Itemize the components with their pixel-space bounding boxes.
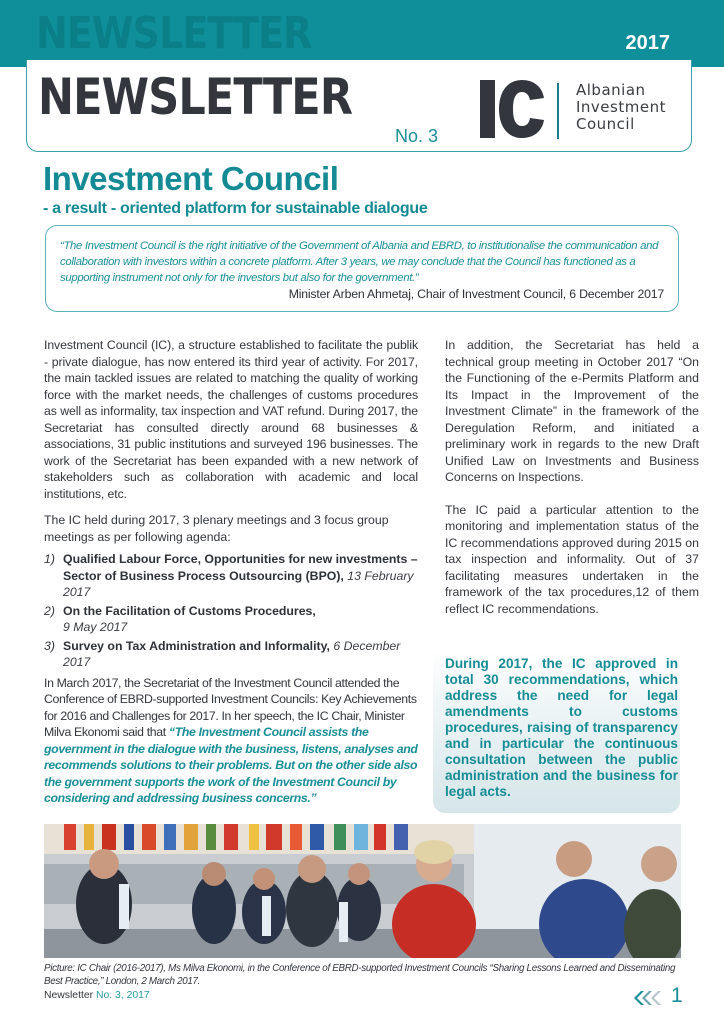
flag: [394, 824, 408, 850]
water-bottle: [262, 896, 271, 936]
agenda-item-number: 3): [44, 638, 55, 653]
agenda-item: [44, 551, 418, 601]
agenda-item-date: 6 December 2017: [63, 638, 401, 669]
flag: [224, 824, 238, 850]
person-head: [253, 868, 275, 890]
agenda-item-title: Survey on Tax Administration and Informality,: [63, 638, 330, 653]
flag: [266, 824, 282, 850]
recommendations-callout: [433, 650, 680, 813]
agenda-item-title: Qualified Labour Force, Opportunities for new investments – Sector of Business Process Outsourcing (BPO),: [63, 552, 418, 583]
footer-label: Newsletter: [44, 990, 94, 1001]
person-head: [89, 849, 119, 879]
flag: [290, 824, 302, 850]
footer-issue-ref: No. 3, 2017: [95, 990, 150, 1001]
minister-quote-box: [45, 225, 679, 312]
logo-line: Albanian: [576, 81, 646, 99]
article-title: Investment Council: [43, 160, 339, 197]
person-head: [556, 841, 592, 877]
agenda-intro: The IC held during 2017, 3 plenary meetings and 3 focus group meetings as per following agenda:: [44, 513, 389, 544]
person-head: [641, 846, 677, 882]
water-bottle: [339, 902, 348, 942]
flag: [124, 824, 134, 850]
flag: [84, 824, 94, 850]
flag: [164, 824, 176, 850]
conference-photo: [44, 824, 681, 958]
article-subtitle: - a result - oriented platform for sustainable dialogue: [43, 200, 428, 217]
flag: [102, 824, 116, 850]
flag: [249, 824, 259, 850]
page-number: 1: [671, 984, 683, 1007]
chevron: [651, 991, 661, 1005]
flag: [206, 824, 216, 850]
march-conference-text: In March 2017, the Secretariat of the Investment Council attended the Conference of EBRD-supported Investment Councils: Key Achievements for 2016 and Challenges for 2017. In her speech, the IC Chair, Minister Milva Ekonomi said that: [44, 675, 417, 739]
ic-logo-letter-i: [480, 80, 495, 138]
callout-text: During 2017, the IC approved in total 30 recommendations, which address the need for legal amendments to customs procedures, raising of transparency and in particular the continuous consultation between the public administration and the business for legal acts.: [445, 656, 678, 799]
logo-line: Council: [576, 115, 635, 133]
photo-caption: Picture: IC Chair (2016-2017), Ms Milva Ekonomi, in the Conference of EBRD-supported Investment Councils “Sharing Lessons Learned and Disseminating Best Practice,” London, 2 March 2017.: [44, 963, 676, 987]
footer-issue: [44, 990, 150, 1001]
left-column: [44, 337, 418, 807]
flag: [310, 824, 324, 850]
agenda-item-title: On the Facilitation of Customs Procedures,: [63, 603, 316, 618]
flag: [354, 824, 368, 850]
person-head: [202, 862, 226, 886]
person-head: [348, 863, 370, 885]
agenda-item-date: 9 May 2017: [63, 620, 128, 634]
monitoring-paragraph: The IC paid a particular attention to the monitoring and implementation status of the IC recommendations approved during 2015 on tax inspection and informality. Out of 37 facilitating measures undertaken in the framework of the tax procedures,12 of them reflect IC recommendations.: [445, 502, 699, 616]
newsletter-title: NEWSLETTER: [38, 68, 353, 126]
logo-line: Investment: [576, 98, 666, 116]
logo-divider: [557, 83, 559, 139]
header-band: [0, 0, 724, 67]
triple-chevron-left-icon: [633, 990, 667, 1006]
person-head: [298, 855, 326, 883]
chevron: [642, 991, 652, 1005]
flag: [374, 824, 386, 850]
flag: [64, 824, 76, 850]
minister-quote-text: “The Investment Council is the right initiative of the Government of Albania and EBRD, to institutionalise the communication and collaboration with investors within a concrete platform. After 3 years, we may conclude that the Council has functioned as a supporting instrument not only for the investors but also for the government.”: [60, 240, 659, 284]
header-year: 2017: [625, 32, 670, 54]
water-bottle: [119, 884, 129, 929]
agenda-list: [44, 551, 418, 671]
flag: [334, 824, 346, 850]
technical-meeting-paragraph: In addition, the Secretariat has held a technical group meeting in October 2017 “On the Functioning of the e-Permits Platform and Its Impact in the Improvement of the Investment Climate” in the framework of the Deregulation Reform, and initiated a preliminary work in regards to the new Draft Unified Law on Investments and Business Concerns on Inspections.: [445, 338, 699, 484]
agenda-item: [44, 603, 418, 636]
ic-logo-mark: [480, 80, 546, 138]
march-conference-paragraph: [44, 675, 418, 807]
minister-quote-author: Minister Arben Ahmetaj, Chair of Investment Council, 6 December 2017: [288, 287, 664, 301]
issue-number: No. 3: [395, 126, 439, 146]
agenda-item-date: 13 February 2017: [63, 568, 414, 599]
flag: [142, 824, 156, 850]
ekonomi-quote: “The Investment Council assists the government in the dialogue with the business, listens, analyses and recommends solutions to their problems. But on the other side also the government supports the work of the Investment Council by considering and addressing business concerns.”: [44, 725, 418, 805]
header-ghost-title: NEWSLETTER: [36, 8, 312, 59]
agenda-item-number: 1): [44, 552, 55, 566]
intro-paragraph: Investment Council (IC), a structure established to facilitate the publik - private dialogue, has now entered its third year of activity. For 2017, the main tackled issues are related to matching the quality of working force with the market needs, the challenges of customs procedures as well as informality, tax inspection and VAT refund. During 2017, the Secretariat has consulted directly around 68 businesses & associations, 31 public institutions and surveyed 196 businesses. The work of the Secretariat has been expanded with a new network of stakeholders such as collaboration with academic and local institutions, etc.: [44, 338, 418, 501]
logo-org-name: [576, 82, 666, 133]
right-column: [445, 337, 699, 617]
flag: [184, 824, 198, 850]
agenda-item-number: 2): [44, 603, 55, 618]
person-hair: [414, 840, 454, 864]
ic-logo-letter-c: [499, 80, 544, 138]
agenda-item: [44, 638, 418, 671]
